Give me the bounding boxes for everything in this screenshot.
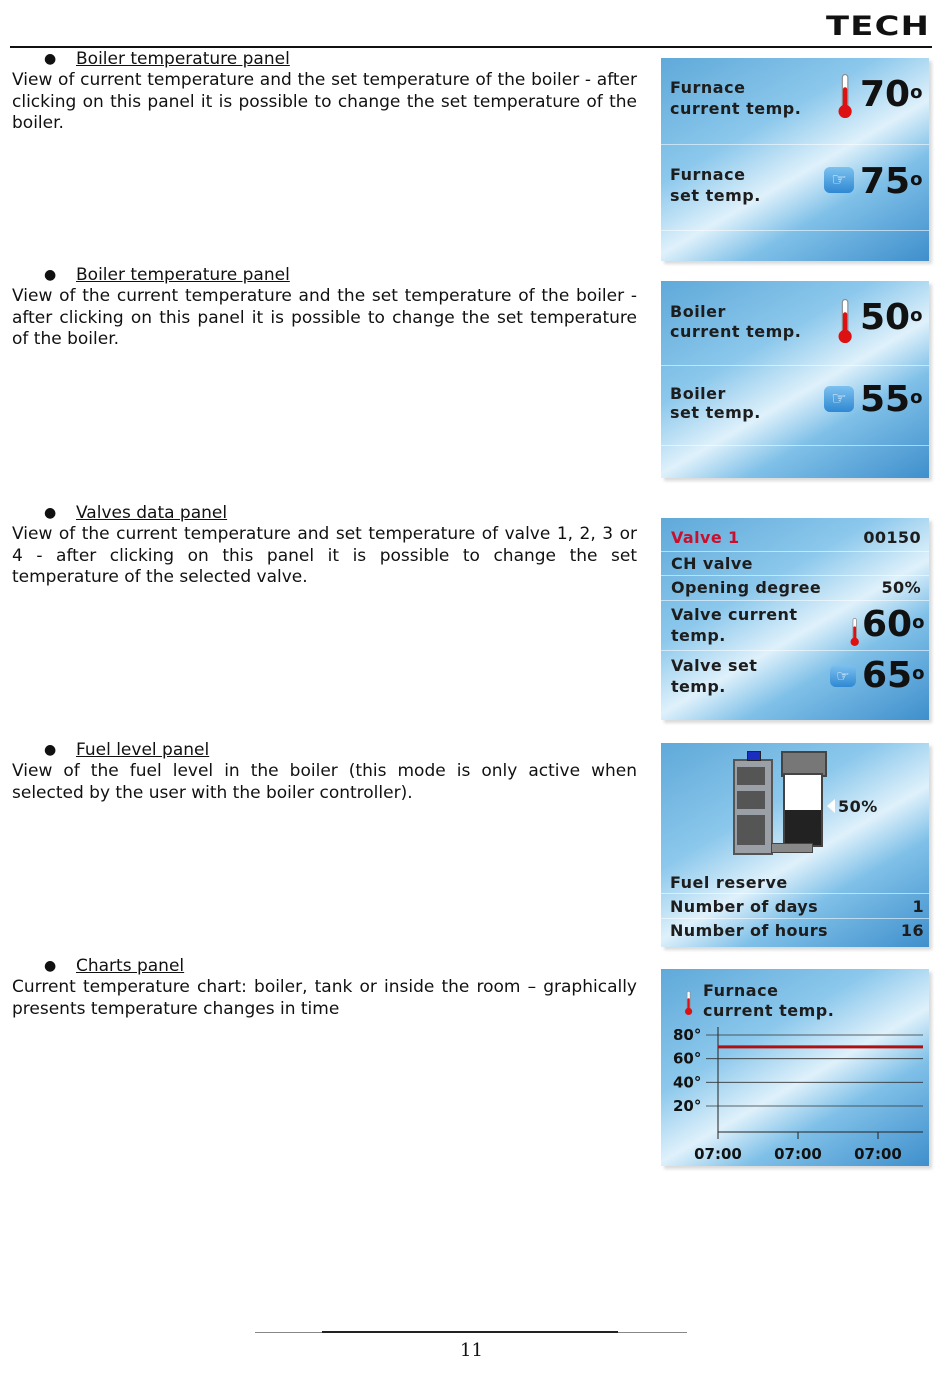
- section-body: View of the current temperature and the set temperature of the boiler - after clicking on this panel it is possible to change the set temperature of the boiler.: [12, 286, 637, 350]
- thermometer-icon: [851, 618, 858, 646]
- section-heading: ● Fuel level panel: [44, 740, 210, 760]
- x-tick-label: 07:00: [774, 1145, 822, 1163]
- days-row: Number of days 1: [670, 897, 924, 916]
- temperature-chart: [661, 969, 929, 1166]
- section-heading: ● Valves data panel: [44, 503, 228, 523]
- bullet-icon: ●: [44, 51, 57, 67]
- fuel-level-pointer-icon: [827, 799, 835, 813]
- section-furnace-panel: [12, 48, 637, 135]
- y-tick-label: 20°: [673, 1097, 702, 1115]
- fuel-reserve-label: Fuel reserve: [670, 873, 788, 892]
- valve-data-panel[interactable]: [661, 518, 929, 720]
- valve-title: Valve 1: [671, 528, 740, 547]
- chart-label-2: current temp.: [703, 1001, 835, 1020]
- pointing-hand-icon[interactable]: ☞: [824, 167, 854, 193]
- thermometer-icon: [839, 299, 850, 343]
- divider: [661, 144, 929, 145]
- set-temp-value: 55$^o$: [860, 379, 923, 420]
- valve-title-row: [671, 528, 921, 548]
- pointing-hand-icon[interactable]: ☞: [824, 386, 854, 412]
- bullet-icon: ●: [44, 267, 57, 283]
- section-heading: ● Charts panel: [44, 956, 185, 976]
- set-label: Boiler: [670, 384, 726, 403]
- valve-current-label-2: temp.: [671, 626, 726, 645]
- current-temp-value: 50$^o$: [860, 297, 923, 338]
- bullet-icon: ●: [44, 958, 57, 974]
- current-label-2: current temp.: [670, 322, 802, 341]
- fuel-level-fill: [785, 810, 821, 845]
- valve-set-label: Valve set: [671, 656, 758, 675]
- section-heading: ● Boiler temperature panel: [44, 265, 290, 285]
- bullet-icon: ●: [44, 742, 57, 758]
- section-fuel-panel: [12, 739, 637, 804]
- valve-current-temp-value: 60$^o$: [862, 604, 925, 645]
- x-tick-label: 07:00: [854, 1145, 902, 1163]
- section-charts-panel: [12, 955, 637, 1020]
- valve-code: 00150: [863, 528, 921, 547]
- current-label: Furnace: [670, 78, 746, 97]
- set-label: Furnace: [670, 165, 746, 184]
- divider: [661, 445, 929, 446]
- valve-set-temp-value: 65$^o$: [862, 655, 925, 696]
- section-body: View of the current temperature and set temperature of valve 1, 2, 3 or 4 - after clicking on this panel it is possible to change the set temperature of the selected valve.: [12, 524, 637, 588]
- hours-row: Number of hours 16: [670, 921, 924, 940]
- set-label-2: set temp.: [670, 403, 761, 422]
- page-number: 11: [460, 1340, 483, 1361]
- fuel-level-label: 50%: [838, 797, 878, 816]
- set-label-2: set temp.: [670, 186, 761, 205]
- furnace-temperature-panel[interactable]: [661, 58, 929, 261]
- set-temp-value: 75$^o$: [860, 161, 923, 202]
- valve-set-label-2: temp.: [671, 677, 726, 696]
- fuel-level-panel[interactable]: [661, 743, 929, 947]
- y-tick-label: 40°: [673, 1073, 702, 1092]
- pointing-hand-icon[interactable]: ☞: [830, 665, 856, 687]
- section-boiler-panel: [12, 264, 637, 351]
- chart-panel[interactable]: [661, 969, 929, 1166]
- valve-current-label: Valve current: [671, 605, 798, 624]
- section-body: View of current temperature and the set temperature of the boiler - after clicking on this panel it is possible to change the set temperature of the boiler.: [12, 70, 637, 134]
- y-tick-label: 60°: [673, 1049, 702, 1068]
- boiler-illustration: [733, 751, 829, 853]
- footer-rule-bold: [322, 1331, 618, 1333]
- opening-degree-row: Opening degree 50%: [671, 578, 921, 597]
- valve-type-row: CH valve: [671, 554, 753, 573]
- thermometer-icon: [839, 74, 850, 118]
- x-tick-label: 07:00: [694, 1145, 742, 1163]
- y-tick-label: 80°: [673, 1026, 702, 1044]
- section-body: View of the fuel level in the boiler (this mode is only active when selected by the user with the boiler controller).: [12, 761, 637, 803]
- tech-logo: TECH: [826, 11, 931, 42]
- bullet-icon: ●: [44, 505, 57, 521]
- current-label: Boiler: [670, 302, 726, 321]
- current-temp-value: 70$^o$: [860, 74, 923, 115]
- boiler-temperature-panel[interactable]: [661, 281, 929, 478]
- section-body: Current temperature chart: boiler, tank or inside the room – graphically presents temperature changes in time: [12, 977, 637, 1019]
- divider: [661, 230, 929, 231]
- divider: [661, 365, 929, 366]
- section-valves-panel: [12, 502, 637, 589]
- section-heading: ● Boiler temperature panel: [44, 49, 290, 69]
- chart-label: Furnace: [703, 981, 779, 1000]
- current-label-2: current temp.: [670, 99, 802, 118]
